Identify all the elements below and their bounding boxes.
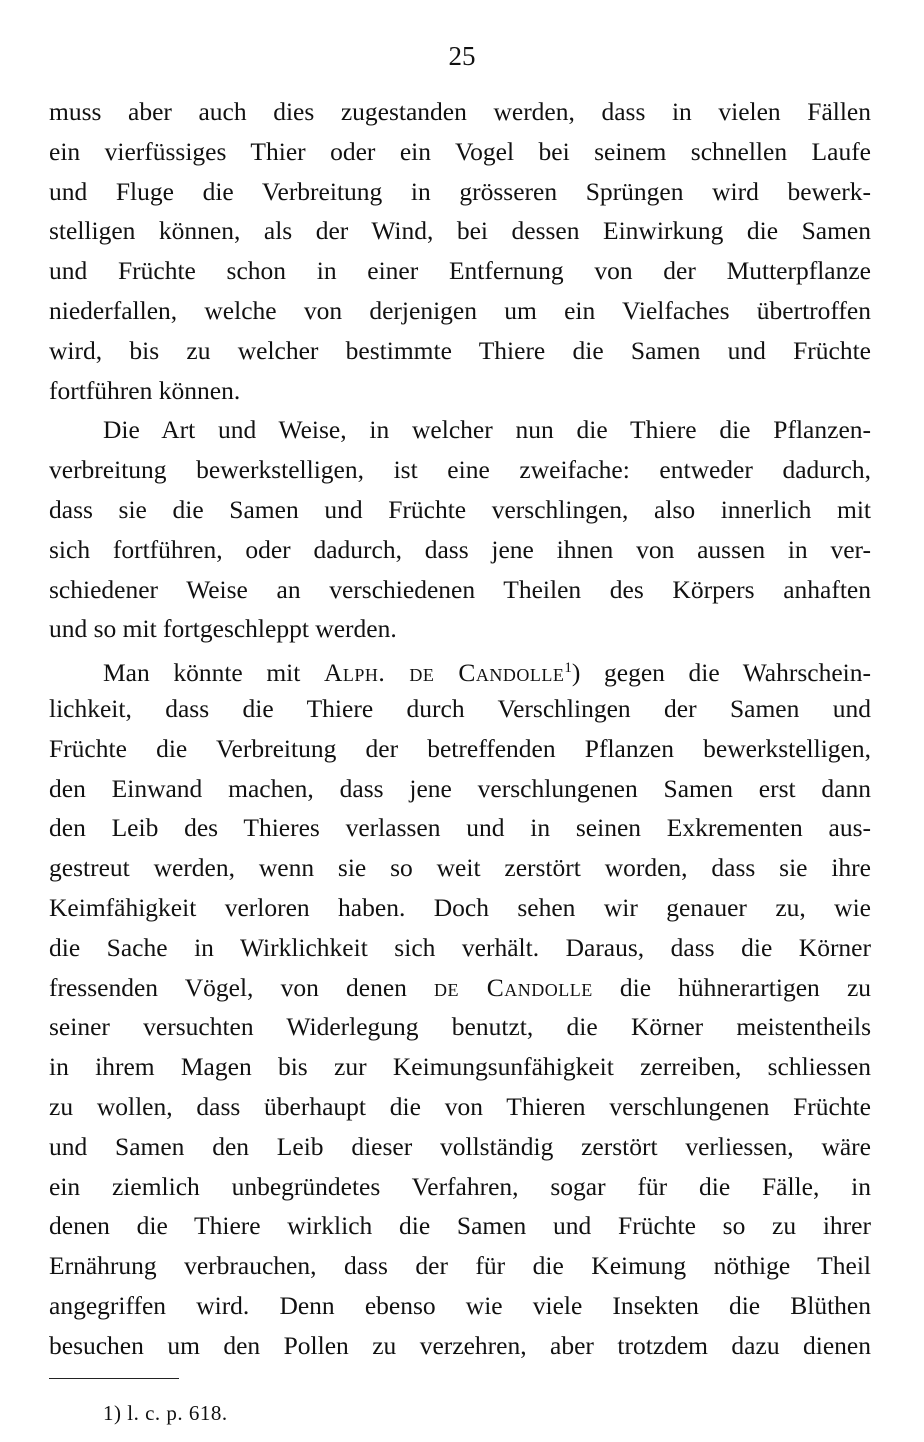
author-name: de Candolle — [434, 972, 593, 1002]
text-line: schiedener Weise an verschiedenen Theilen des Körpers anhaften — [49, 574, 871, 604]
text-line: besuchen um den Pollen zu verzehren, aber trotzdem dazu dienen — [49, 1330, 871, 1360]
text-line: angegriffen wird. Denn ebenso wie viele Insekten die Blüthen — [49, 1290, 871, 1320]
paragraph-3 — [49, 649, 871, 1365]
text-line: muss aber auch dies zugestanden werden, dass in vielen Fällen — [49, 97, 871, 126]
footnote-marker: 1 — [564, 660, 572, 677]
text-line: lichkeit, dass die Thiere durch Verschlingen der Samen und — [49, 693, 871, 723]
text-line: den Einwand machen, dass jene verschlungenen Samen erst dann — [49, 773, 871, 803]
text-line: ein vierfüssiges Thier oder ein Vogel bei seinem schnellen Laufe — [49, 136, 871, 166]
text-line — [49, 968, 871, 1008]
text-line: zu wollen, dass überhaupt die von Thieren verschlungenen Früchte — [49, 1091, 871, 1121]
text-line: und Früchte schon in einer Entfernung von der Mutterpflanze — [49, 256, 871, 286]
text-run: ) gegen die Wahrschein- — [571, 658, 871, 688]
body-text — [49, 92, 871, 1366]
text-line: wird, bis zu welcher bestimmte Thiere die Samen und Früchte — [49, 335, 871, 365]
text-line: dass sie die Samen und Früchte verschlingen, also innerlich mit — [49, 494, 871, 524]
text-line: ein ziemlich unbegründetes Verfahren, sogar für die Fälle, in — [49, 1171, 871, 1201]
text-line: seiner versuchten Widerlegung benutzt, die Körner meistentheils — [49, 1012, 871, 1042]
text-line: stelligen können, als der Wind, bei dessen Einwirkung die Samen — [49, 216, 871, 246]
author-name: Alph. de Candolle — [323, 658, 565, 688]
footnote: 1) l. c. p. 618. — [103, 1401, 228, 1425]
text-line: und Samen den Leib dieser vollständig zerstört verliessen, wäre — [49, 1131, 871, 1161]
text-line: in ihrem Magen bis zur Keimungsunfähigkeit zerreiben, schliessen — [49, 1052, 871, 1082]
footnote-divider — [49, 1378, 179, 1379]
text-line: sich fortführen, oder dadurch, dass jene ihnen von aussen in ver- — [49, 534, 871, 564]
text-line: verbreitung bewerkstelligen, ist eine zweifache: entweder dadurch, — [49, 455, 871, 485]
text-line: Ernährung verbrauchen, dass der für die Keimung nöthige Theil — [49, 1251, 871, 1281]
text-line: die Sache in Wirklichkeit sich verhält. Daraus, dass die Körner — [49, 932, 871, 962]
text-line: Früchte die Verbreitung der betreffenden Pflanzen bewerkstelligen, — [49, 733, 871, 763]
text-run: die hühnerartigen zu — [592, 972, 871, 1002]
text-line: denen die Thiere wirklich die Samen und Früchte so zu ihrer — [49, 1211, 871, 1241]
text-line — [49, 649, 871, 689]
text-line: gestreut werden, wenn sie so weit zerstört worden, dass sie ihre — [49, 853, 871, 883]
text-line: fortführen können. — [49, 375, 241, 405]
text-line: und Fluge die Verbreitung in grösseren Sprüngen wird bewerk- — [49, 176, 871, 206]
text-run: fressenden Vögel, von denen — [49, 972, 435, 1002]
text-run: Man könnte mit — [103, 658, 324, 688]
paragraph-2 — [49, 410, 871, 649]
paragraph-1 — [49, 92, 871, 410]
page-number: 25 — [448, 41, 476, 71]
text-line: niederfallen, welche von derjenigen um ein Vielfaches übertroffen — [49, 295, 871, 325]
text-line: den Leib des Thieres verlassen und in seinen Exkrementen aus- — [49, 813, 871, 843]
text-line: Die Art und Weise, in welcher nun die Thiere die Pflanzen- — [103, 415, 871, 445]
text-line: Keimfähigkeit verloren haben. Doch sehen wir genauer zu, wie — [49, 892, 871, 922]
text-line: und so mit fortgeschleppt werden. — [49, 614, 397, 644]
